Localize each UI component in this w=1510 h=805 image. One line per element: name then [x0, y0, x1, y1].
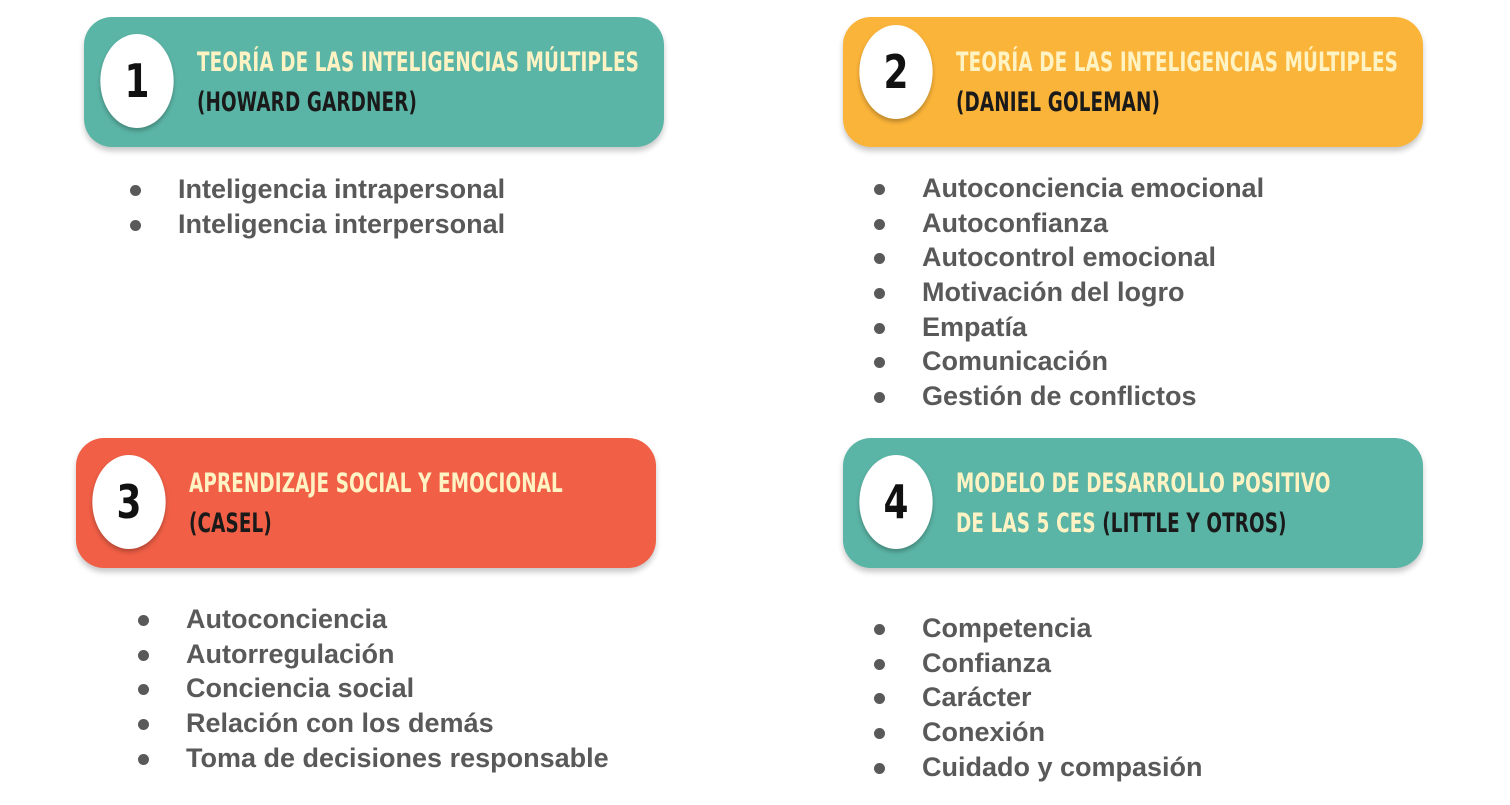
list-item: Competencia: [874, 611, 1203, 646]
card-1-title-line2: (HOWARD GARDNER): [197, 87, 418, 118]
list-item: Autoconfianza: [874, 206, 1264, 241]
list-item: Conciencia social: [138, 671, 609, 706]
card-3-list: [138, 602, 609, 775]
list-item: Autoconciencia emocional: [874, 171, 1264, 206]
list-item: Autoconciencia: [138, 602, 609, 637]
card-4-number-badge: 4: [859, 455, 932, 549]
list-item: Toma de decisiones responsable: [138, 741, 609, 776]
list-item: Motivación del logro: [874, 275, 1264, 310]
list-item: Autorregulación: [138, 637, 609, 672]
card-4-title-line1: MODELO DE DESARROLLO POSITIVO: [956, 468, 1331, 499]
list-item: Relación con los demás: [138, 706, 609, 741]
card-2-title-line1: TEORÍA DE LAS INTELIGENCIAS MÚLTIPLES: [956, 47, 1398, 78]
card-2-title-line2: (DANIEL GOLEMAN): [956, 87, 1161, 118]
card-1-number-badge: 1: [100, 34, 173, 128]
card-2-number-badge: 2: [859, 25, 932, 119]
card-2-list: [874, 171, 1264, 414]
card-2-header: [843, 17, 1423, 147]
list-item: Conexión: [874, 715, 1203, 750]
card-3-number-badge: 3: [92, 455, 165, 549]
card-4-list: [874, 611, 1203, 784]
list-item: Confianza: [874, 646, 1203, 681]
card-3-title-line1: APRENDIZAJE SOCIAL Y EMOCIONAL: [189, 468, 563, 499]
list-item: Empatía: [874, 310, 1264, 345]
card-2-title: [956, 43, 1398, 123]
list-item: Comunicación: [874, 344, 1264, 379]
list-item: Carácter: [874, 680, 1203, 715]
card-1-header: [84, 17, 664, 147]
card-1-title: [197, 43, 639, 123]
card-3-title: [189, 464, 563, 544]
card-4-title: [956, 464, 1331, 544]
card-4-title-line2: (LITTLE Y OTROS): [1102, 508, 1287, 539]
card-1-list: [130, 172, 505, 241]
list-item: Inteligencia intrapersonal: [130, 172, 505, 207]
list-item: Gestión de conflictos: [874, 379, 1264, 414]
card-3-header: [76, 438, 656, 568]
card-1-title-line1: TEORÍA DE LAS INTELIGENCIAS MÚLTIPLES: [197, 47, 639, 78]
card-4-header: [843, 438, 1423, 568]
list-item: Cuidado y compasión: [874, 750, 1203, 785]
list-item: Inteligencia interpersonal: [130, 207, 505, 242]
card-3-title-line2: (CASEL): [189, 508, 272, 539]
list-item: Autocontrol emocional: [874, 240, 1264, 275]
card-4-title-line2-accent: DE LAS 5 CES: [956, 508, 1096, 539]
